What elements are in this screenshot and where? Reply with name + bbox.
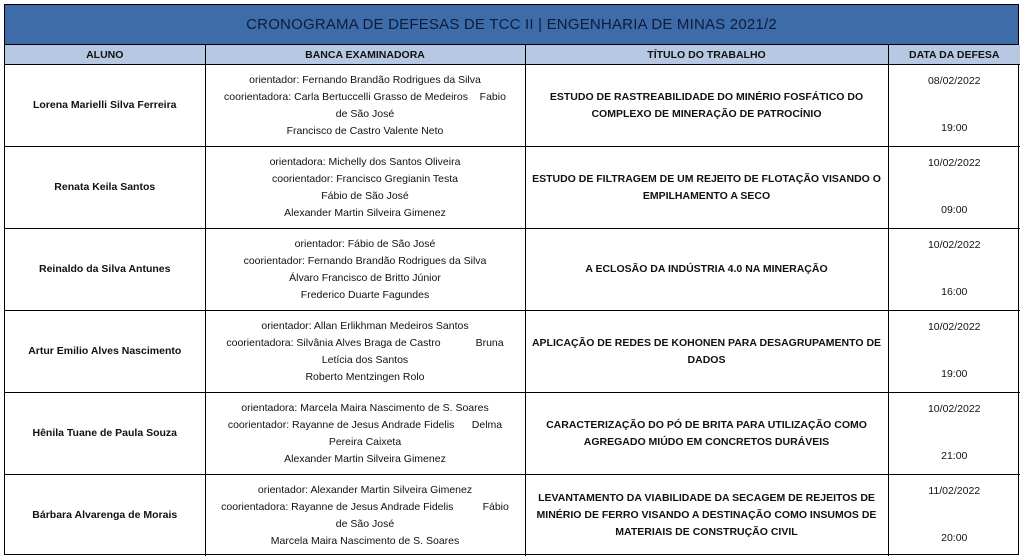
committee-member: de São José	[335, 517, 395, 530]
defense-date-cell	[888, 311, 1020, 393]
committee-member: Letícia dos Santos	[321, 353, 409, 366]
schedule-sheet	[4, 4, 1019, 555]
committee-member: Francisco de Castro Valente Neto	[286, 124, 444, 137]
student-name: Bárbara Alvarenga de Morais	[5, 475, 205, 557]
committee-member: Alexander Martin Silveira Gimenez	[284, 452, 446, 465]
committee-cell	[205, 393, 525, 475]
student-name: Reinaldo da Silva Antunes	[5, 229, 205, 311]
committee-member: Roberto Mentzingen Rolo	[305, 370, 425, 383]
work-title: ESTUDO DE FILTRAGEM DE UM REJEITO DE FLOTAÇÃO VISANDO O EMPILHAMENTO A SECO	[525, 147, 888, 229]
defense-time: 19:00	[941, 368, 968, 380]
schedule-title: CRONOGRAMA DE DEFESAS DE TCC II | ENGENHARIA DE MINAS 2021/2	[5, 5, 1018, 45]
header-titulo: TÍTULO DO TRABALHO	[525, 45, 888, 65]
defense-time: 19:00	[941, 122, 968, 134]
header-aluno: ALUNO	[5, 45, 205, 65]
committee-member: Pereira Caixeta	[328, 435, 402, 448]
defense-date-cell	[888, 229, 1020, 311]
student-name: Renata Keila Santos	[5, 147, 205, 229]
committee-member: Marcela Maira Nascimento de S. Soares	[270, 534, 460, 547]
committee-member: coorientador: Francisco Gregianin Testa	[272, 172, 458, 185]
table-row	[5, 311, 1020, 393]
defense-time: 09:00	[941, 204, 968, 216]
committee-member: coorientadora: Carla Bertuccelli Grasso de Medeiros Fabio	[224, 90, 506, 103]
committee-member: coorientador: Rayanne de Jesus Andrade Fidelis Delma	[227, 418, 503, 431]
work-title: A ECLOSÃO DA INDÚSTRIA 4.0 NA MINERAÇÃO	[525, 229, 888, 311]
committee-member: orientador: Fábio de São José	[294, 237, 436, 250]
table-row	[5, 229, 1020, 311]
defense-date-cell	[888, 393, 1020, 475]
student-name: Hênila Tuane de Paula Souza	[5, 393, 205, 475]
defense-date: 10/02/2022	[927, 157, 981, 169]
committee-member: orientador: Alexander Martin Silveira Gimenez	[257, 483, 473, 496]
committee-member: coorientadora: Silvânia Alves Braga de Castro Bruna	[226, 336, 504, 349]
defense-date: 10/02/2022	[927, 321, 981, 333]
table-row	[5, 65, 1020, 147]
defense-date: 10/02/2022	[927, 239, 981, 251]
committee-member: coorientador: Fernando Brandão Rodrigues da Silva	[243, 254, 487, 267]
committee-cell	[205, 65, 525, 147]
table-row	[5, 475, 1020, 557]
student-name: Artur Emilio Alves Nascimento	[5, 311, 205, 393]
student-name: Lorena Marielli Silva Ferreira	[5, 65, 205, 147]
committee-member: Álvaro Francisco de Britto Júnior	[289, 271, 441, 284]
committee-cell	[205, 147, 525, 229]
work-title: APLICAÇÃO DE REDES DE KOHONEN PARA DESAGRUPAMENTO DE DADOS	[525, 311, 888, 393]
committee-member: Fábio de São José	[321, 189, 409, 202]
defense-date-cell	[888, 65, 1020, 147]
committee-member: Frederico Duarte Fagundes	[300, 288, 430, 301]
committee-member: orientador: Fernando Brandão Rodrigues da Silva	[249, 73, 481, 86]
committee-member: de São José	[335, 107, 395, 120]
defense-time: 20:00	[941, 532, 968, 544]
header-row	[5, 45, 1020, 65]
committee-member: Alexander Martin Silveira Gimenez	[284, 206, 446, 219]
table-row	[5, 147, 1020, 229]
defense-date: 10/02/2022	[927, 403, 981, 415]
defense-time: 21:00	[941, 450, 968, 462]
defense-date: 11/02/2022	[928, 485, 981, 497]
committee-cell	[205, 475, 525, 557]
committee-member: orientadora: Marcela Maira Nascimento de S. Soares	[241, 401, 489, 414]
work-title: LEVANTAMENTO DA VIABILIDADE DA SECAGEM DE REJEITOS DE MINÉRIO DE FERRO VISANDO A DESTINAÇÃO COMO INSUMOS DE MATERIAIS DE CONSTRUÇÃO CIVIL	[525, 475, 888, 557]
defense-date: 08/02/2022	[927, 75, 981, 87]
committee-member: orientadora: Michelly dos Santos Oliveira	[269, 155, 461, 168]
schedule-table	[5, 45, 1020, 556]
work-title: CARACTERIZAÇÃO DO PÓ DE BRITA PARA UTILIZAÇÃO COMO AGREGADO MIÚDO EM CONCRETOS DURÁVEIS	[525, 393, 888, 475]
header-data: DATA DA DEFESA	[888, 45, 1020, 65]
defense-date-cell	[888, 475, 1020, 557]
defense-time: 16:00	[941, 286, 968, 298]
committee-member: orientador: Allan Erlikhman Medeiros Santos	[261, 319, 469, 332]
committee-member: coorientadora: Rayanne de Jesus Andrade Fidelis Fábio	[221, 500, 509, 513]
defense-date-cell	[888, 147, 1020, 229]
committee-cell	[205, 229, 525, 311]
table-row	[5, 393, 1020, 475]
header-banca: BANCA EXAMINADORA	[205, 45, 525, 65]
committee-cell	[205, 311, 525, 393]
work-title: ESTUDO DE RASTREABILIDADE DO MINÉRIO FOSFÁTICO DO COMPLEXO DE MINERAÇÃO DE PATROCÍNIO	[525, 65, 888, 147]
